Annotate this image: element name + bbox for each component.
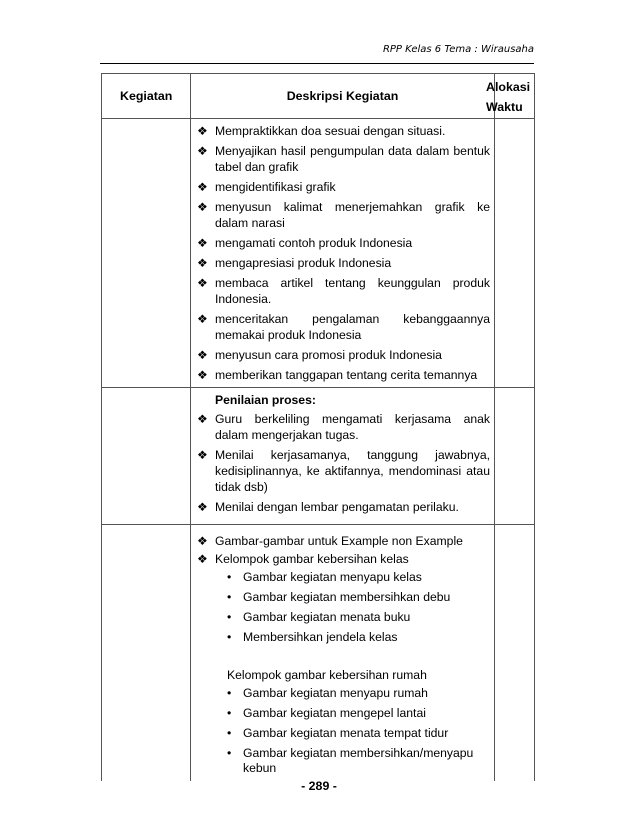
alokasi-cell — [495, 525, 535, 782]
penilaian-list — [191, 411, 494, 515]
list-item: ❖ membaca artikel tentang keunggulan produk Indonesia. — [197, 276, 490, 306]
diamond-cluster-icon: ❖ — [197, 368, 208, 382]
deskripsi-cell — [191, 119, 495, 388]
list-item: ❖ Guru berkeliling mengamati kerjasama anak dalam mengerjakan tugas. — [197, 412, 490, 442]
list-item: ❖ Menilai dengan lembar pengamatan perilaku. — [197, 500, 459, 514]
alokasi-cell — [495, 119, 535, 388]
diamond-cluster-icon: ❖ — [197, 200, 208, 214]
header-alokasi-line1: Alokasi — [486, 80, 531, 94]
media-list — [191, 533, 494, 567]
kegiatan-cell — [102, 525, 191, 782]
list-item: ❖ mengidentifikasi grafik — [197, 180, 336, 194]
penilaian-cell — [191, 388, 495, 525]
bullet-dot-icon: • — [227, 686, 232, 700]
diamond-cluster-icon: ❖ — [197, 552, 208, 566]
bullet-dot-icon: • — [227, 610, 232, 624]
rumah-group-title: Kelompok gambar kebersihan rumah — [227, 668, 427, 682]
rumah-picture-list — [191, 686, 494, 776]
bullet-dot-icon: • — [227, 590, 232, 604]
kelas-picture-list — [191, 570, 494, 645]
bullet-dot-icon: • — [227, 630, 232, 644]
list-item: • Gambar kegiatan menyapu rumah — [227, 686, 428, 700]
diamond-cluster-icon: ❖ — [197, 180, 208, 194]
penilaian-title: Penilaian proses: — [215, 393, 316, 407]
kegiatan-cell — [102, 388, 191, 525]
list-item: ❖ Kelompok gambar kebersihan kelas — [197, 552, 409, 566]
list-item: ❖ mengapresiasi produk Indonesia — [197, 256, 392, 270]
table-header-row — [102, 74, 535, 119]
list-item: • Gambar kegiatan menata tempat tidur — [227, 726, 449, 740]
diamond-cluster-icon: ❖ — [197, 412, 208, 426]
list-item: • Gambar kegiatan mengepel lantai — [227, 706, 426, 720]
activity-list — [191, 123, 494, 383]
diamond-cluster-icon: ❖ — [197, 236, 208, 250]
list-item: ❖ menyusun cara promosi produk Indonesia — [197, 348, 442, 362]
list-item: ❖ mengamati contoh produk Indonesia — [197, 236, 413, 250]
page-number: - 289 - — [301, 779, 337, 793]
diamond-cluster-icon: ❖ — [197, 312, 208, 326]
diamond-cluster-icon: ❖ — [197, 144, 208, 158]
header-alokasi — [486, 74, 535, 119]
list-item: • Membersihkan jendela kelas — [227, 630, 398, 644]
table-row — [102, 119, 535, 388]
diamond-cluster-icon: ❖ — [197, 256, 208, 270]
list-item: • Gambar kegiatan membersihkan/menyapu kebun — [227, 746, 474, 775]
list-item: ❖ menceritakan pengalaman kebanggaannya memakai produk Indonesia — [197, 312, 490, 342]
list-item: ❖ Gambar-gambar untuk Example non Example — [197, 534, 463, 548]
diamond-cluster-icon: ❖ — [197, 276, 208, 290]
diamond-cluster-icon: ❖ — [197, 448, 208, 462]
bullet-dot-icon: • — [227, 706, 232, 720]
diamond-cluster-icon: ❖ — [197, 348, 208, 362]
header-alokasi-line2: Waktu — [486, 100, 523, 114]
list-item: ❖ menyusun kalimat menerjemahkan grafik ke dalam narasi — [197, 200, 490, 230]
bullet-dot-icon: • — [227, 726, 232, 740]
media-cell — [191, 525, 495, 782]
bullet-dot-icon: • — [227, 570, 232, 584]
list-item: • Gambar kegiatan membersihkan debu — [227, 590, 451, 604]
alokasi-cell — [495, 388, 535, 525]
table-row — [102, 388, 535, 525]
list-item: ❖ memberikan tanggapan tentang cerita temannya — [197, 368, 478, 382]
list-item: • Gambar kegiatan menyapu kelas — [227, 570, 422, 584]
list-item: ❖ Mempraktikkan doa sesuai dengan situasi. — [197, 124, 446, 138]
list-item: ❖ Menyajikan hasil pengumpulan data dalam bentuk tabel dan grafik — [197, 144, 490, 174]
header-rule — [100, 63, 534, 64]
header-kegiatan: Kegiatan — [102, 74, 191, 119]
list-item: • Gambar kegiatan menata buku — [227, 610, 411, 624]
rpp-table — [101, 73, 535, 781]
list-item: ❖ Menilai kerjasamanya, tanggung jawabnya, kedisiplinannya, ke aktifannya, mendominasi atau tidak dsb) — [197, 448, 490, 494]
running-header: RPP Kelas 6 Tema : Wirausaha — [382, 44, 534, 55]
bullet-dot-icon: • — [227, 746, 232, 760]
kegiatan-cell — [102, 119, 191, 388]
table-row — [102, 525, 535, 782]
diamond-cluster-icon: ❖ — [197, 124, 208, 138]
header-deskripsi: Deskripsi Kegiatan — [191, 74, 495, 119]
diamond-cluster-icon: ❖ — [197, 534, 208, 548]
diamond-cluster-icon: ❖ — [197, 500, 208, 514]
